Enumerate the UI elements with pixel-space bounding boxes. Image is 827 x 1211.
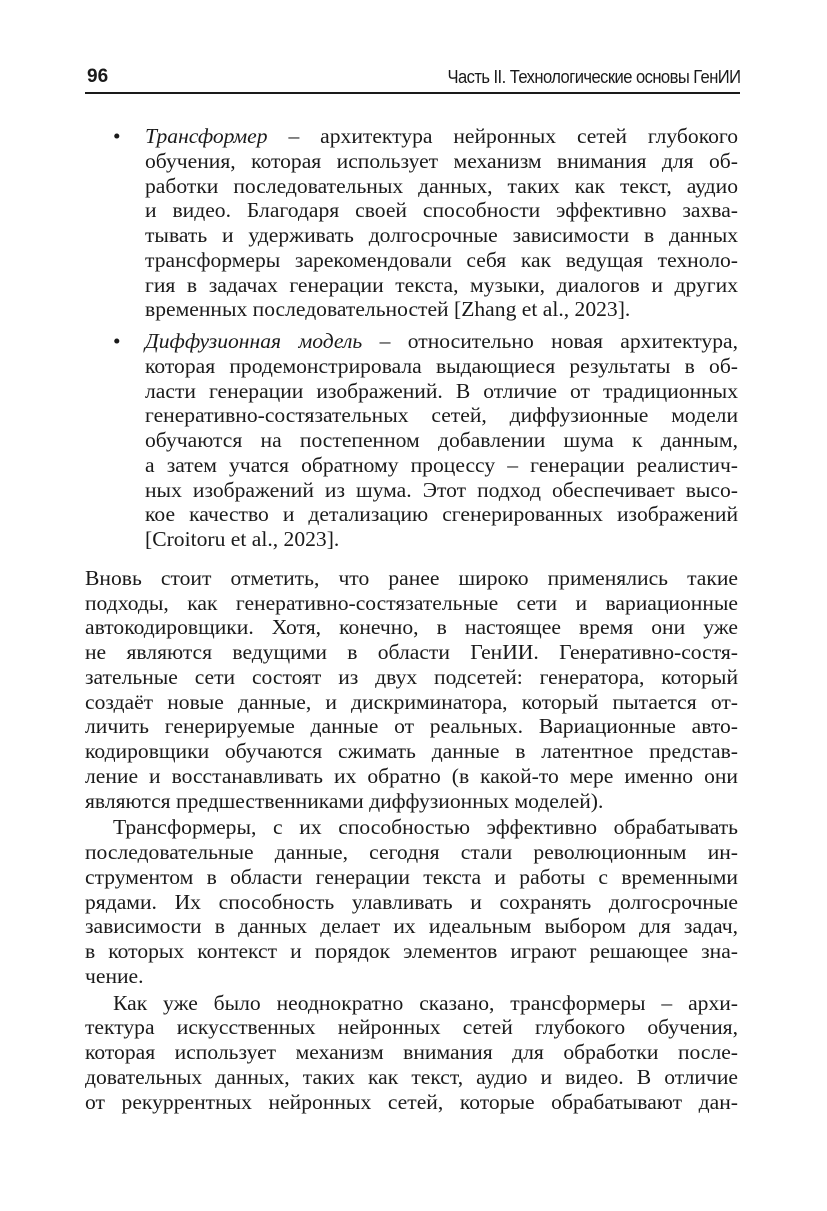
text-line: личить генерируемые данные от реальных. Вариационные авто-	[85, 714, 738, 739]
text-line: последовательные данные, сегодня стали революционным ин-	[85, 840, 738, 864]
text-line	[145, 478, 738, 503]
text-line: чение.	[85, 963, 144, 988]
line-text: временных последовательностей [Zhang et al., 2023].	[145, 297, 631, 322]
line-text: – относительно новая архитектура,	[362, 329, 738, 353]
bullet-icon: •	[113, 329, 121, 353]
page-header	[85, 64, 740, 94]
text-line: тектура искусственных нейронных сетей глубокого обучения,	[85, 1015, 738, 1040]
text-line: зательные сети состоят из двух подсетей: генератора, который	[85, 664, 738, 689]
text-line: струментом в области генерации текста и работы с временными	[85, 864, 738, 889]
line-text: обучения, которая использует механизм внимания для об-	[145, 148, 738, 173]
line-text: которая продемонстрировала выдающиеся результаты в об-	[145, 353, 738, 378]
text-line: довательных данных, таких как текст, аудио и видео. В отличие	[85, 1064, 738, 1089]
text-line: создаёт новые данные, и дискриминатора, который пытается от-	[85, 689, 738, 714]
text-line	[145, 329, 738, 354]
text-line: в которых контекст и порядок элементов играют решающее зна-	[85, 939, 738, 963]
page-body	[85, 124, 738, 1114]
text-line	[145, 403, 738, 428]
text-line: подходы, как генеративно-состязательные сети и вариационные	[85, 590, 738, 615]
text-line: от рекуррентных нейронных сетей, которые обрабатывают дан-	[85, 1089, 738, 1114]
line-text: гия в задачах генерации текста, музыки, диалогов и других	[145, 272, 738, 297]
text-line	[145, 198, 738, 223]
text-line	[145, 273, 738, 298]
running-title: Часть II. Технологические основы ГенИИ	[446, 67, 740, 87]
line-text: трансформеры зарекомендовали себя как ведущая техноло-	[145, 247, 738, 272]
text-line: Трансформеры, с их способностью эффективно обрабатывать	[113, 815, 738, 840]
text-line	[145, 223, 738, 248]
text-line: автокодировщики. Хотя, конечно, в настоящее время они уже	[85, 615, 738, 640]
text-line: Вновь стоит отметить, что ранее широко применялись такие	[85, 565, 738, 590]
text-line: рядами. Их способность улавливать и сохранять долгосрочные	[85, 889, 738, 914]
text-line	[145, 502, 738, 527]
text-line: кодировщики обучаются сжимать данные в латентное представ-	[85, 739, 738, 763]
text-line	[145, 428, 738, 453]
text-line	[145, 124, 738, 149]
line-text: – архитектура нейронных сетей глубокого	[267, 124, 738, 148]
paragraph	[85, 991, 738, 1115]
text-line	[145, 527, 738, 552]
line-text: [Croitoru et al., 2023].	[145, 527, 340, 551]
text-line: которая использует механизм внимания для обработки после-	[85, 1040, 738, 1064]
line-text: обучаются на постепенном добавлении шума к данным,	[145, 428, 738, 452]
text-line	[145, 354, 738, 379]
line-text: работки последовательных данных, таких как текст, аудио	[145, 173, 738, 198]
text-line	[145, 453, 738, 478]
text-line	[145, 174, 738, 199]
text-line: не являются ведущими в области ГенИИ. Генеративно-состя-	[85, 640, 738, 664]
line-text: а затем учатся обратному процессу – генерации реалистич-	[145, 452, 738, 477]
bullet-term: Диффузионная модель	[145, 329, 363, 353]
text-line: ление и восстанавливать их обратно (в какой-то мере именно они	[85, 763, 738, 788]
line-text: кое качество и детализацию сгенерированных изображений	[145, 502, 738, 527]
line-text: ных изображений из шума. Этот подход обеспечивает высо-	[145, 477, 738, 502]
line-text: генеративно-состязательных сетей, диффузионные модели	[145, 403, 738, 428]
line-text: ласти генерации изображений. В отличие от традиционных	[145, 378, 738, 403]
bullet-term: Трансформер	[145, 124, 268, 148]
text-line: являются предшественниками диффузионных моделей).	[85, 788, 604, 813]
text-line	[145, 379, 738, 404]
line-text: тывать и удерживать долгосрочные зависимости в данных	[145, 223, 738, 247]
text-line: Как уже было неоднократно сказано, трансформеры – архи-	[113, 990, 738, 1015]
text-line	[145, 248, 738, 273]
line-text: и видео. Благодаря своей способности эффективно захва-	[145, 198, 738, 223]
paragraph	[85, 815, 738, 988]
page-number: 96	[87, 66, 109, 87]
text-line	[145, 149, 738, 174]
bullet-list-item	[85, 329, 738, 552]
paragraph	[85, 566, 738, 814]
text-line: зависимости в данных делает их идеальным выбором для задач,	[85, 914, 738, 939]
bullet-list-item	[85, 124, 738, 322]
text-line	[145, 297, 738, 322]
bullet-icon: •	[113, 124, 121, 148]
